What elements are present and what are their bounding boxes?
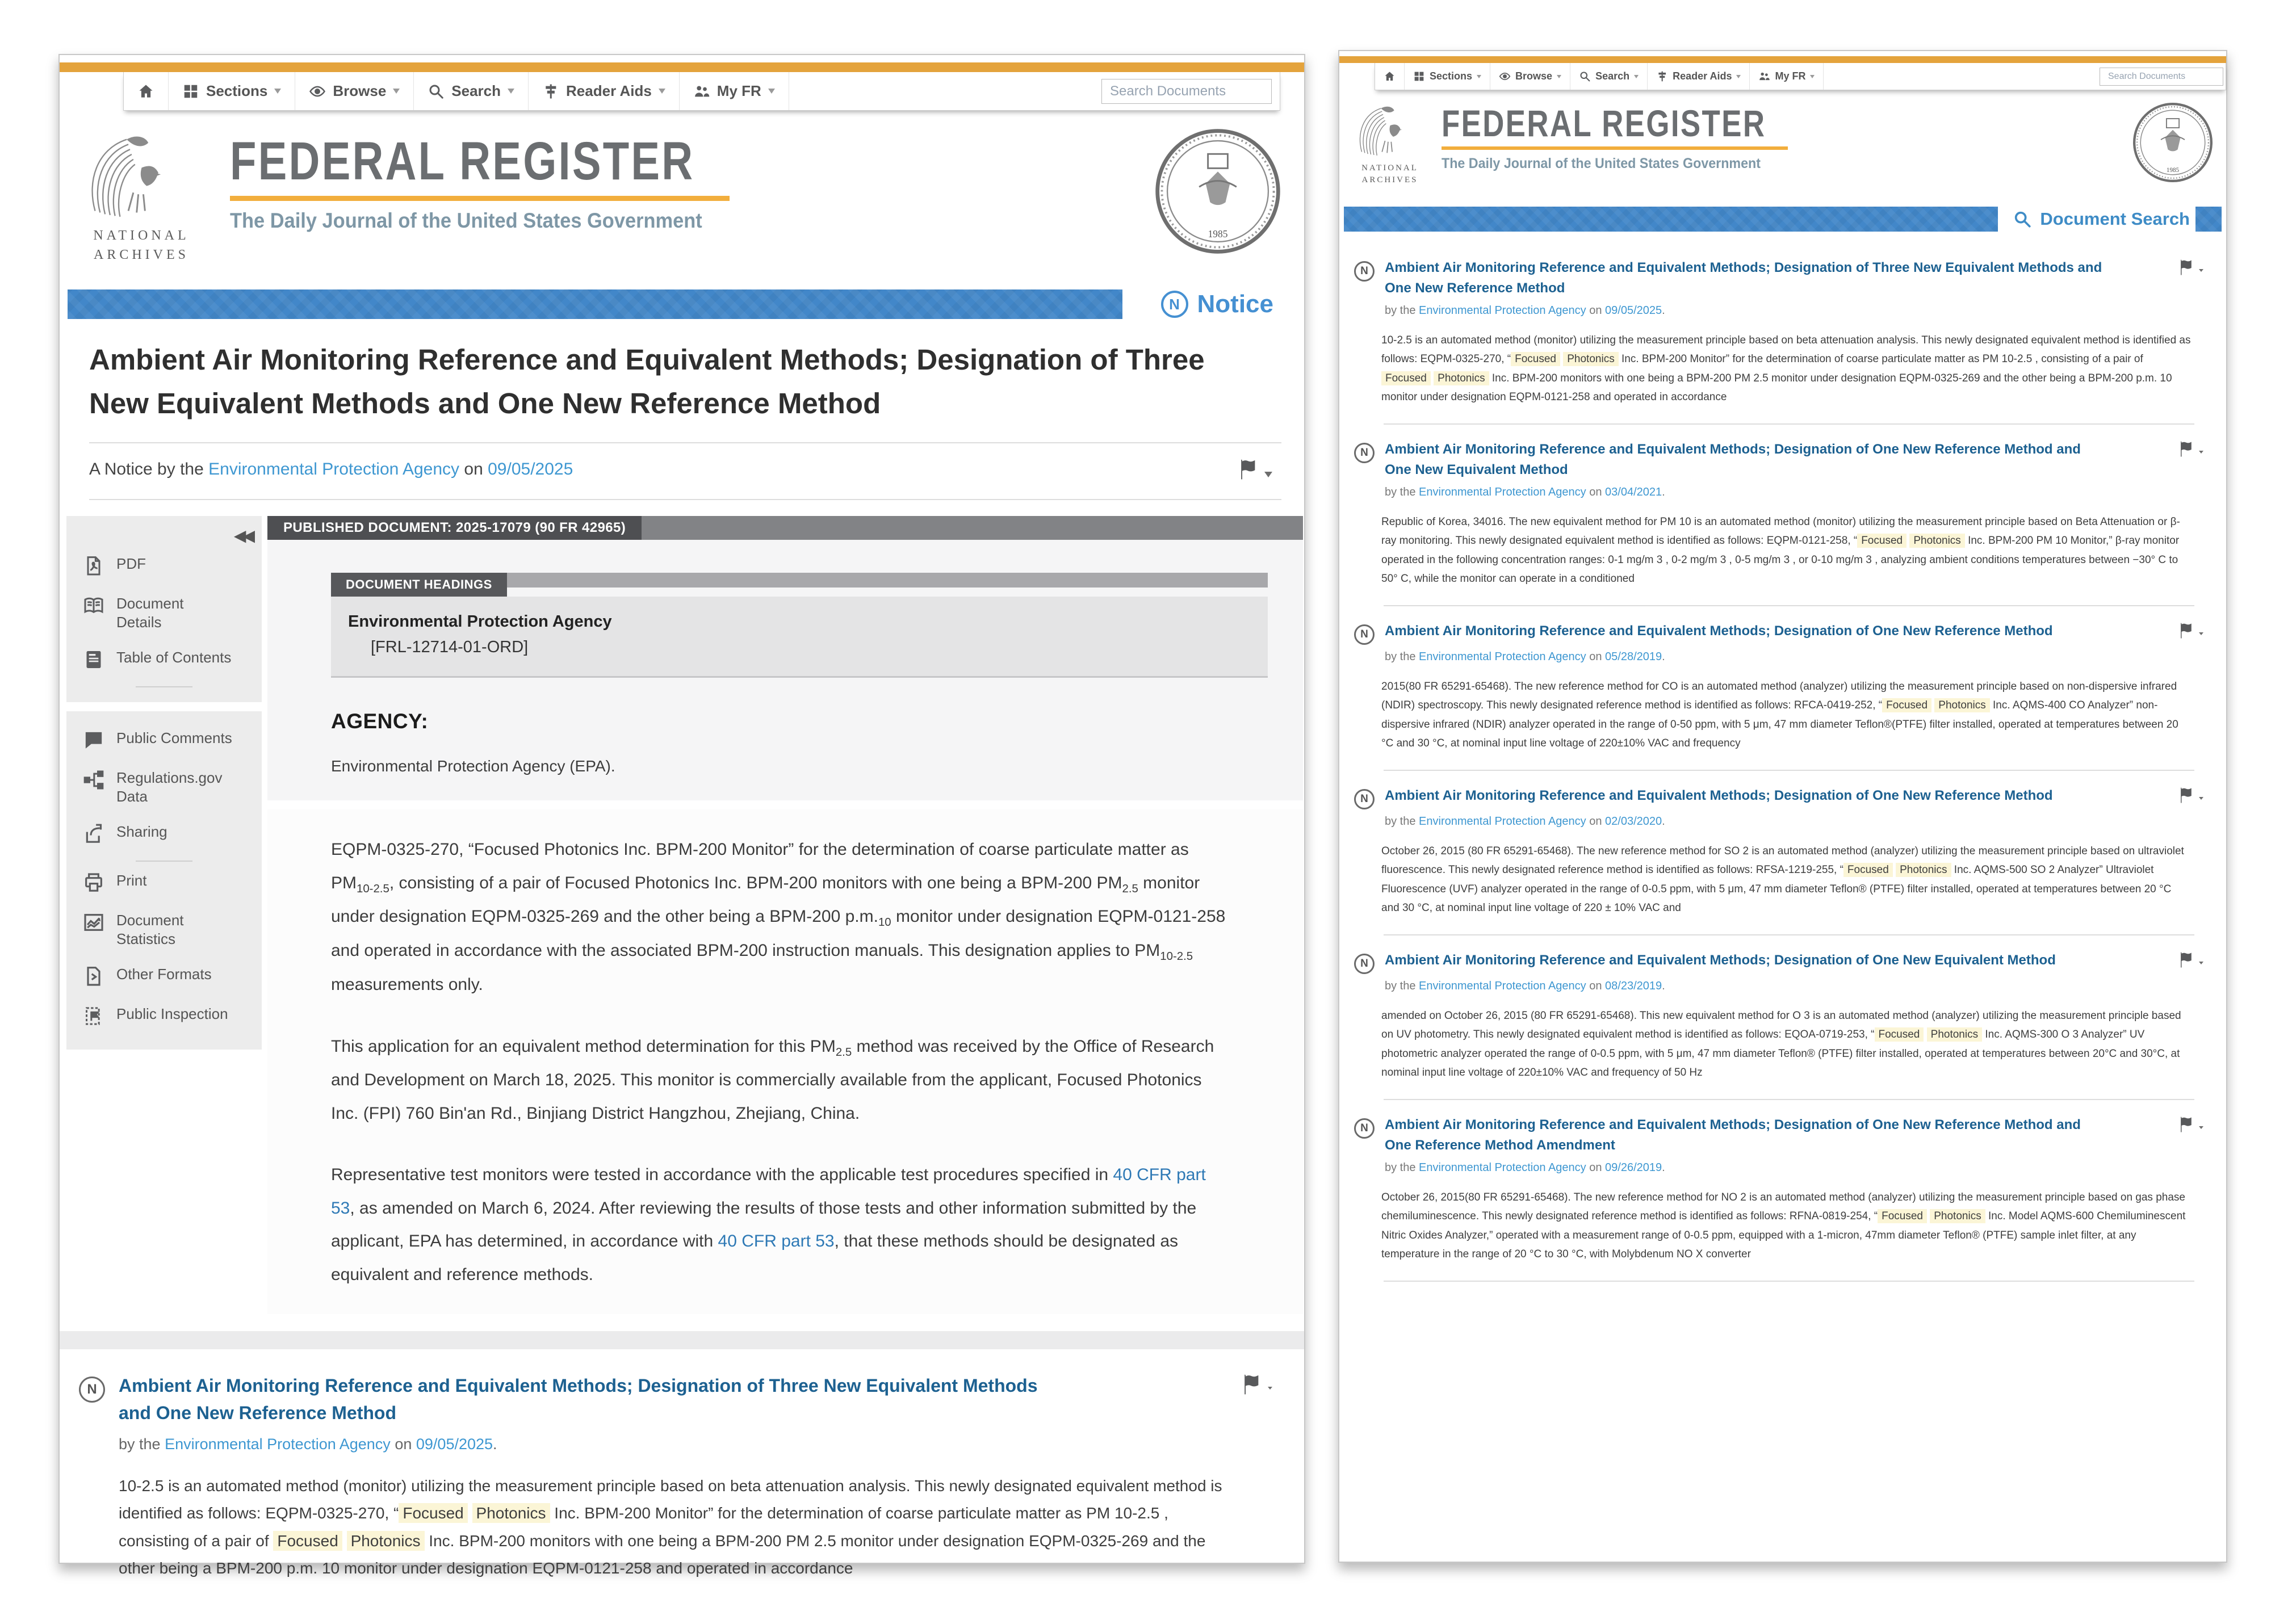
date-link[interactable]: 09/05/2025 [1605,304,1662,317]
result-snippet: 10-2.5 is an automated method (monitor) utilizing the measurement principle based on beta attenuation analysis. This newly designated equivalent method is identified as follows: EQPM-0325-270, “ Focused Photonics Inc. BPM-200 Monitor” for the determination of coarse particulate matter as PM 10-2.5 , consisting of a pair of Focused Photonics Inc. BPM-200 monitors with one being a BPM-200 PM 2.5 monitor under designation EQPM-0325-269 and the other being a BPM-200 p.m. 10 monitor under designation EQPM-0121-258 and operated in accordance [119,1477,1222,1577]
nav-item-label: My FR [717,82,761,99]
sidebar-group [66,516,262,702]
byline-prefix: by the [1385,486,1419,498]
org-name-line1: NATIONAL [1361,163,1418,173]
reader-aids-icon [542,83,559,100]
search-term-highlight: Focused [1511,352,1560,366]
pdf-icon [82,555,105,577]
site-logo [1442,103,2131,172]
masthead [1339,90,2226,194]
seal-year: 1985 [1208,228,1228,240]
search-icon [428,83,445,100]
result-snippet: 2015(80 FR 65291-65468). The new reference method for CO is an automated method (analyzer) utilizing the measurement principle based on non-dispersive infrared (NDIR) spectroscopy. This newly designated reference method is identified as follows: RFCA-0419-252, “ Focused Photonics Inc. AQMS-400 CO Analyzer” non-dispersive infrared (NDIR) analyzer operated in the range of 0-50 ppm, with 5 μm, 47 mm diameter Teflon®(PTFE) filter installed, operated at temperatures between 20 °C and 30 °C, at nominal input line voltage of 220±10% VAC and frequency [1381,681,2178,749]
result-snippet: October 26, 2015 (80 FR 65291-65468). The new reference method for SO 2 is an automated method (analyzer) utilizing the measurement principle based on ultraviolet fluorescence. This newly designated reference method is identified as follows: RFSA-1219-255, “ Focused Photonics Inc. AQMS-500 SO 2 Analyzer” Ultraviolet Fluorescence (UVF) analyzer operated in the range of 0-0.5 ppm, with 5 μm, 47 mm diameter Teflon® (PTFE) filter installed, operated at temperatures between 20 °C and 30 °C, at nominal input line voltage of 220 ± 10% VAC and [1381,845,2184,914]
formats-icon [82,965,105,988]
result-snippet: 10-2.5 is an automated method (monitor) utilizing the measurement principle based on beta attenuation analysis. This newly designated equivalent method is identified as follows: EQPM-0325-270, “ Focused Photonics Inc. BPM-200 Monitor” for the determination of coarse particulate matter as PM 10-2.5 , consisting of a pair of Focused Photonics Inc. BPM-200 monitors with one being a BPM-200 PM 2.5 monitor under designation EQPM-0325-269 and the other being a BPM-200 p.m. 10 monitor under designation EQPM-0121-258 and operated in accordance [1381,334,2191,403]
flag-dropdown-caret [1268,1387,1272,1390]
search-term-highlight: Focused [273,1531,342,1551]
nav-item-reader-aids[interactable] [1648,63,1750,90]
search-term-highlight: Focused [399,1503,467,1523]
chevron-down-icon [1557,75,1561,78]
nav-item-home[interactable] [1375,63,1405,90]
flag-icon [2177,621,2196,640]
sidebar-item-regulations-gov-data[interactable] [66,760,262,814]
site-title: FEDERAL REGISTER [230,131,695,191]
result-head [1354,1115,2203,1156]
chevron-down-icon [508,89,514,94]
bookmark-flag-button[interactable] [2177,1115,2203,1134]
flag-dropdown-caret [2199,962,2203,964]
nav-item-my-fr[interactable] [1750,63,1824,90]
byline-prefix: A Notice by the [89,460,204,479]
byline-period: . [1662,651,1665,663]
document-sidebar [66,516,262,1050]
document-byline [89,457,1272,482]
result-byline [1385,486,2203,499]
search-term-highlight: Focused [1878,1209,1927,1223]
nav-item-label: Browse [333,82,387,99]
nav-item-sections[interactable] [1405,63,1490,90]
document-content [267,516,1303,1314]
sidebar-item-label: Public Inspection [116,1005,228,1023]
top-accent-bar [60,62,1304,72]
sections-icon [1413,70,1425,82]
logo-underline [1442,146,1788,150]
document-type-bar [68,289,1296,319]
nav-item-label: Reader Aids [1673,70,1732,82]
nav-item-label: Sections [1430,70,1473,82]
agency-link[interactable]: Environmental Protection Agency [1419,651,1586,663]
document-header-section [267,516,1303,800]
inline-link[interactable]: 40 CFR part 53 [331,1165,1206,1218]
result-separator [1384,1281,2194,1282]
search-result-item [1339,606,2226,771]
byline-prefix: by the [1385,815,1419,828]
byline-on: on [464,460,483,479]
agency-link[interactable]: Environmental Protection Agency [1419,815,1586,828]
sidebar-item-public-inspection[interactable] [66,996,262,1036]
sidebar-item-table-of-contents[interactable] [66,640,262,679]
byline-period: . [1662,304,1665,317]
published-document-label: PUBLISHED DOCUMENT: 2025-17079 (90 FR 42965) [267,516,642,540]
sidebar-item-label: Print [116,872,147,889]
headings-agency: Environmental Protection Agency [348,612,612,631]
flag-dropdown-caret [2199,269,2203,272]
search-term-highlight: Photonics [347,1531,425,1551]
chevron-down-icon [1810,75,1815,78]
site-tagline: The Daily Journal of the United States Government [1442,156,1761,172]
document-paragraph: EQPM-0325-270, “Focused Photonics Inc. BPM-200 Monitor” for the determination of coarse particulate matter as $PM_{10-2.5}$, consisting of a pair of Focused Photonics Inc. BPM-200 monitors with one being a BPM-200 $PM_{2.5}$ monitor under designation EQPM-0325-269 and the other being a BPM-200 $p.m._{10}$ monitor under designation EQPM-0121-258 and operated in accordance with the associated BPM-200 instruction manuals. This designation applies to $PM_{10-2.5}$ measurements only. [331,840,1226,994]
published-document-bar [267,516,1303,540]
sidebar-item-label: Regulations.gov Data [116,769,223,805]
home-icon [137,83,154,100]
flag-icon [2177,258,2196,277]
sidebar-item-print[interactable] [66,863,262,903]
notice-n-icon: N [1354,443,1375,463]
byline-on: on [1586,980,1606,992]
agency-heading: AGENCY: [331,710,429,733]
result-snippet: Republic of Korea, 34016. The new equivalent method for PM 10 is an automated method (monitor) utilizing the measurement principle based on Beta Attenuation or β-ray monitoring. This newly designated equivalent method is identified as follows: EQPM-0121-258, “ Focused Photonics Inc. BPM-200 PM 10 Monitor,” β-ray monitor operated in the following concentration ranges: 0-1 mg/m 3 , 0-2 mg/m 3 , 0-5 mg/m 3 , or 0-10 mg/m 3 , analyzing ambient conditions temperatures between −30° C to 50° C, while the monitor can operate in a conditioned [1381,516,2180,585]
reader-aids-icon [1656,70,1668,82]
sidebar-item-label: Other Formats [116,966,212,983]
byline-prefix: by the [1385,651,1419,663]
byline-period: . [1662,1161,1665,1174]
my-fr-icon [1758,70,1770,82]
result-byline [1385,304,2203,317]
byline-prefix: by the [119,1436,161,1453]
byline-prefix: by the [1385,1161,1419,1174]
primary-nav [1375,63,2226,90]
search-term-highlight: Focused [1857,534,1907,548]
nav-item-search[interactable] [414,72,529,110]
result-byline [1385,980,2203,993]
chevron-down-icon [393,89,400,94]
toc-icon [82,648,105,671]
nav-item-label: Sections [206,82,268,99]
flag-dropdown-caret [2199,451,2203,454]
bookmark-flag-button[interactable] [2177,950,2203,970]
flag-dropdown-caret [1264,472,1272,477]
nav-spacer [789,72,1101,110]
chevron-down-icon [1634,75,1639,78]
browse-icon [1499,70,1511,82]
sidebar-item-pdf[interactable] [66,546,262,586]
search-results-window [1338,50,2227,1563]
date-link[interactable]: 05/28/2019 [1605,651,1662,663]
flag-dropdown-caret [2199,1126,2203,1129]
result-title-link[interactable]: Ambient Air Monitoring Reference and Equivalent Methods; Designation of Three New Equivalent Methods and One New Reference Method [119,1375,1038,1424]
sections-icon [182,83,199,100]
my-fr-icon [693,83,710,100]
sidebar-item-label: Public Comments [116,729,232,747]
search-result-item [1339,1100,2226,1282]
date-link[interactable]: 08/23/2019 [1605,980,1662,992]
nav-item-browse[interactable] [295,72,414,110]
result-head [1354,950,2203,974]
sidebar-item-sharing[interactable] [66,814,262,854]
org-name-line2: ARCHIVES [93,247,189,262]
chevron-down-icon [1477,75,1481,78]
eagle-line-art-icon [83,130,200,224]
search-term-highlight: Photonics [1927,1027,1982,1042]
chevron-down-icon [1736,75,1741,78]
byline-on: on [395,1436,412,1453]
search-result-item [1339,243,2226,425]
sidebar-item-document-details[interactable] [66,586,262,640]
flag-icon [1239,1372,1264,1397]
primary-nav [123,72,1280,111]
notice-n-icon: N [1354,789,1375,809]
search-term-highlight: Photonics [1896,863,1951,877]
search-term-highlight: Focused [1843,863,1893,877]
document-search-bar [1344,207,2222,232]
nav-item-label: My FR [1775,70,1806,82]
national-archives-logo [73,130,209,265]
result-head [1354,439,2203,480]
search-icon [2013,209,2032,229]
agency-value: Environmental Protection Agency (EPA). [331,757,615,775]
chevron-down-icon [768,89,775,94]
search-term-highlight: Photonics [1934,698,1989,712]
flag-dropdown-caret [2199,797,2203,800]
chevron-down-icon [274,89,281,94]
bookmark-flag-button[interactable] [1236,457,1272,482]
sidebar-item-label: Document Details [116,595,184,631]
site-tagline: The Daily Journal of the United States Government [230,208,702,232]
search-term-highlight: Focused [1381,371,1431,385]
byline-on: on [1586,651,1606,663]
nav-spacer [1824,63,2100,90]
sidebar-item-label: Sharing [116,823,167,841]
result-title-link[interactable]: Ambient Air Monitoring Reference and Equivalent Methods; Designation of One New Reference Method [1385,788,2053,803]
eagle-line-art-icon [1355,103,1426,160]
result-head [1354,621,2203,645]
date-link[interactable]: 02/03/2020 [1605,815,1662,828]
flag-icon [2177,786,2196,805]
site-title: FEDERAL REGISTER [1442,102,1766,144]
chevron-down-icon [659,89,665,94]
byline-prefix: by the [1385,980,1419,992]
org-name-line2: ARCHIVES [1361,175,1418,184]
top-accent-bar [1339,56,2226,63]
agency-link[interactable]: Environmental Protection Agency [1419,980,1586,992]
divider [89,442,1281,443]
sidebar-item-other-formats[interactable] [66,956,262,996]
byline-period: . [1662,486,1665,498]
stats-icon [82,911,105,934]
bookmark-flag-button[interactable] [2177,621,2203,640]
nav-item-my-fr[interactable] [680,72,789,110]
document-headings-box [331,597,1268,678]
nav-item-label: Search [1595,70,1630,82]
date-link[interactable]: 03/04/2021 [1605,486,1662,498]
flag-icon [2177,439,2196,459]
document-paragraph: Representative test monitors were tested in accordance with the applicable test procedures specified in 40 CFR part 53, as amended on March 6, 2024. After reviewing the results of those tests and other information submitted by the applicant, EPA has determined, in accordance with 40 CFR part 53, that these methods should be designated as equivalent and reference methods. [331,1165,1206,1284]
sidebar-divider [136,861,192,862]
search-term-highlight: Photonics [1930,1209,1985,1223]
blue-accent-bar [68,289,1122,319]
date-link[interactable]: 09/05/2025 [416,1436,493,1453]
sidebar-divider [136,686,192,687]
agency-link[interactable]: Environmental Protection Agency [165,1436,391,1453]
byline-on: on [1586,304,1606,317]
search-icon [1579,70,1591,82]
national-archives-logo [1347,103,1432,186]
share-icon [82,823,105,845]
org-name-line1: NATIONAL [93,228,190,243]
regdata-icon [82,769,105,791]
masthead [60,111,1304,276]
sidebar-item-label: Table of Contents [116,649,232,666]
notice-n-icon: N [1354,1118,1375,1139]
search-term-highlight: Photonics [1434,371,1489,385]
date-link[interactable]: 09/05/2025 [488,460,573,479]
section-gap [60,1331,1304,1349]
page-title: Ambient Air Monitoring Reference and Equivalent Methods; Designation of Three New Equivalent Methods and One New Reference Method [89,343,1205,419]
bookmark-flag-button[interactable] [2177,258,2203,277]
nav-item-sections[interactable] [169,72,295,110]
inline-link[interactable]: 40 CFR part 53 [718,1232,835,1251]
nav-item-label: Search [451,82,501,99]
result-byline: by the Environmental Protection Agency on 09/05/2025. [119,1436,497,1453]
nav-item-label: Browse [1515,70,1553,82]
result-snippet: October 26, 2015(80 FR 65291-65468). The new reference method for NO 2 is an automated method (analyzer) utilizing the measurement principle based on gas phase chemiluminescence. This newly designated reference method is identified as follows: RFNA-0819-254, “ Focused Photonics Inc. Model AQMS-600 Chemiluminescent Nitric Oxides Analyzer,” operated with a measurement range of 0-0.5 ppm, equipped with a 1-micron, 47mm diameter Teflon® (PTFE) sample inlet filter, at any temperature in the range of 20 °C to 30 °C, with Molybdenum NO X converter [1381,1191,2186,1260]
document-headings-label: DOCUMENT HEADINGS [331,573,507,597]
flag-icon [1236,457,1261,482]
print-icon [82,871,105,894]
nav-item-browse[interactable] [1490,63,1570,90]
home-icon [1384,70,1396,82]
inspection-icon [82,1005,105,1027]
search-result-item [1339,935,2226,1100]
bookmark-flag-button[interactable] [2177,439,2203,459]
document-paragraph: This application for an equivalent method determination for this $PM_{2.5}$ method was received by the Office of Research and Development on March 18, 2025. This monitor is commercially available from the applicant, Focused Photonics Inc. (FPI) 760 Bin'an Rd., Binjiang District Hangzhou, Zhejiang, China. [331,1036,1214,1123]
nara-seal-icon [1152,125,1284,257]
document-page-window [58,54,1305,1577]
search-term-highlight: Photonics [1563,352,1618,366]
nara-seal-icon [2131,100,2215,184]
sidebar-item-document-statistics[interactable] [66,903,262,956]
result-byline [1385,1161,2203,1174]
search-documents-input[interactable] [1101,79,1272,104]
search-term-highlight: Photonics [1909,534,1964,548]
result-head [1354,258,2203,299]
byline-prefix: by the [1385,304,1419,317]
flag-icon [2177,1115,2196,1134]
browse-icon [309,83,326,100]
byline-on: on [1586,1161,1606,1174]
notice-n-icon: N [1354,624,1375,645]
notice-n-icon: N [1354,954,1375,974]
bookmark-flag-button[interactable] [1239,1372,1272,1397]
bookmark-flag-button[interactable] [2177,786,2203,805]
published-bar-fill [642,516,1303,540]
agency-link[interactable]: Environmental Protection Agency [208,460,460,479]
document-paragraphs [267,809,1303,1314]
sidebar-group [66,711,262,1050]
logo-underline [230,196,730,201]
result-head [1354,786,2203,809]
seal-year: 1985 [2166,166,2180,174]
nav-item-search[interactable] [1570,63,1648,90]
headings-bar-fill [507,573,1268,588]
search-results-list [1339,243,2226,1282]
search-result-item [1339,771,2226,935]
notice-type-label: Notice [1197,290,1273,318]
search-term-highlight: Focused [1882,698,1931,712]
search-result-card [60,1349,1304,1599]
document-reader [66,516,1303,1314]
notice-n-icon: N [1161,291,1188,318]
flag-icon [2177,950,2196,970]
notice-n-icon: N [1354,261,1375,282]
agency-link[interactable]: Environmental Protection Agency [1419,304,1586,317]
nav-item-home[interactable] [124,72,169,110]
headings-frl-number: [FRL-12714-01-ORD] [371,638,529,657]
byline-period: . [1662,980,1665,992]
search-result-item [1339,425,2226,606]
notice-n-icon: N [79,1377,105,1403]
comment-icon [82,729,105,752]
agency-link[interactable]: Environmental Protection Agency [1419,1161,1586,1174]
notice-type-badge [1161,289,1273,319]
result-title-link[interactable]: Ambient Air Monitoring Reference and Equivalent Methods; Designation of One New Equivalent Method [1385,952,2056,968]
result-byline [1385,651,2203,664]
byline-on: on [1586,486,1606,498]
search-term-highlight: Photonics [472,1503,550,1523]
collapse-sidebar-button[interactable]: ◀◀ [233,527,252,545]
agency-link[interactable]: Environmental Protection Agency [1419,486,1586,498]
search-documents-input[interactable] [2100,68,2223,86]
document-headings-bar [331,573,1268,597]
nav-item-reader-aids[interactable] [529,72,680,110]
divider [89,499,1281,500]
sidebar-item-public-comments[interactable] [66,720,262,760]
site-logo [230,130,1152,233]
document-search-label: Document Search [2040,209,2190,229]
result-title-link[interactable]: Ambient Air Monitoring Reference and Equivalent Methods; Designation of One New Reference Method and One Reference Method Amendment [1385,1117,2081,1153]
document-search-tab[interactable] [1998,207,2195,232]
byline-period: . [1662,815,1665,828]
sidebar-item-label: PDF [116,555,146,573]
nav-item-label: Reader Aids [566,82,652,99]
result-byline [1385,815,2203,828]
result-title-link[interactable]: Ambient Air Monitoring Reference and Equivalent Methods; Designation of One New Reference Method [1385,623,2053,639]
result-title-link[interactable]: Ambient Air Monitoring Reference and Equivalent Methods; Designation of Three New Equivalent Methods and One New Reference Method [1385,260,2102,296]
result-title-link[interactable]: Ambient Air Monitoring Reference and Equivalent Methods; Designation of One New Reference Method and One New Equivalent Method [1385,442,2081,477]
sidebar-item-label: Document Statistics [116,912,184,947]
result-snippet: amended on October 26, 2015 (80 FR 65291-65468). This new equivalent method for O 3 is an automated method (analyzer) utilizing the measurement principle based on UV photometry. This newly designated equivalent method is identified as follows: EQOA-0719-253, “ Focused Photonics Inc. AQMS-300 O 3 Analyzer” UV photometric analyzer operated the range of 0-0.5 ppm, with 5 μm, 47 mm diameter Teflon® (PTFE) filter installed, operated at temperatures between 20°C and 30°C, at nominal input line voltage of 220±10% VAC and frequency of 50 Hz [1381,1010,2181,1079]
search-term-highlight: Focused [1875,1027,1924,1042]
date-link[interactable]: 09/26/2019 [1605,1161,1662,1174]
byline-on: on [1586,815,1606,828]
flag-dropdown-caret [2199,632,2203,635]
book-icon [82,594,105,617]
